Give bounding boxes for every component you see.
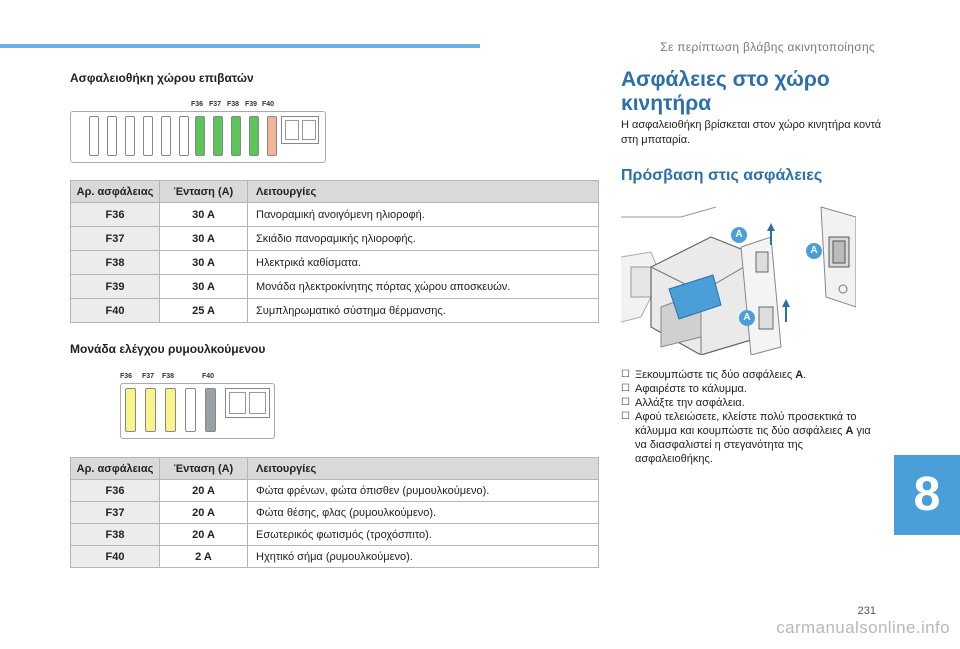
table-row <box>71 546 599 568</box>
column-header: Λειτουργίες <box>248 181 599 203</box>
table-row <box>71 480 599 502</box>
step-tail: . <box>803 369 807 381</box>
table-row <box>71 203 599 227</box>
table-row <box>71 251 599 275</box>
fuse-function: Πανοραμική ανοιγόμενη ηλιοροφή. <box>248 203 599 227</box>
fuse-amp: 20 A <box>160 480 248 502</box>
instruction-step <box>621 410 881 466</box>
fuse-slot <box>179 116 189 156</box>
passenger-fuse-table <box>70 180 599 323</box>
instruction-step <box>621 382 881 396</box>
table-header-row <box>71 458 599 480</box>
fuse-slot <box>161 116 171 156</box>
fuse-f36 <box>195 116 205 156</box>
relay-cell <box>285 120 299 140</box>
relay-cell <box>229 392 246 414</box>
fuse-id: F39 <box>71 275 160 299</box>
access-subtitle: Πρόσβαση στις ασφάλειες <box>621 167 823 184</box>
fuse-slot-empty <box>185 388 196 432</box>
fuse-f36 <box>125 388 136 432</box>
fuse-label: F37 <box>209 101 222 108</box>
fuse-function: Φώτα θέσης, φλας (ρυμουλκούμενο). <box>248 502 599 524</box>
fuse-label: F38 <box>162 373 175 380</box>
page-number: 231 <box>857 605 876 617</box>
fuse-label: F40 <box>202 373 215 380</box>
engine-section-intro: Η ασφαλειοθήκη βρίσκεται στον χώρο κινητήρα κοντά στη μπαταρία. <box>621 119 882 146</box>
fuse-function: Εσωτερικός φωτισμός (τροχόσπιτο). <box>248 524 599 546</box>
fuse-slot <box>89 116 99 156</box>
latch-a-badge: A <box>739 310 755 326</box>
relay-block <box>225 388 270 418</box>
fuse-function: Ηχητικό σήμα (ρυμουλκούμενο). <box>248 546 599 568</box>
latch-a-badge: A <box>731 227 747 243</box>
fuse-amp: 25 A <box>160 299 248 323</box>
step-bold: A <box>845 425 854 437</box>
fuse-id: F37 <box>71 227 160 251</box>
fuse-amp: 2 A <box>160 546 248 568</box>
trailer-fuse-table <box>70 457 599 568</box>
fuse-label: F36 <box>120 373 133 380</box>
passenger-fuse-body <box>70 111 326 163</box>
fuse-id: F36 <box>71 480 160 502</box>
relay-cell <box>302 120 316 140</box>
fuse-function: Φώτα φρένων, φώτα όπισθεν (ρυμουλκούμενο). <box>248 480 599 502</box>
fuse-amp: 30 A <box>160 251 248 275</box>
fuse-box-drawing <box>621 197 856 355</box>
relay-cell <box>249 392 266 414</box>
table-row <box>71 299 599 323</box>
fuse-function: Συμπληρωματικό σύστημα θέρμανσης. <box>248 299 599 323</box>
checkbox-bullet-icon: ☐ <box>621 369 630 380</box>
fuse-id: F38 <box>71 251 160 275</box>
step-text: Ξεκουμπώστε τις δύο ασφάλειες <box>635 369 796 381</box>
fuse-id: F38 <box>71 524 160 546</box>
instruction-steps <box>621 368 881 466</box>
fuse-id: F36 <box>71 203 160 227</box>
fuse-slot <box>107 116 117 156</box>
column-header: Ένταση (A) <box>160 181 248 203</box>
fuse-label: F36 <box>191 101 204 108</box>
step-text: Αφαιρέστε το κάλυμμα. <box>635 383 747 395</box>
passenger-box-title: Ασφαλειοθήκη χώρου επιβατών <box>70 71 254 85</box>
fuse-label: F40 <box>262 101 275 108</box>
section-header: Σε περίπτωση βλάβης ακινητοποίησης <box>660 40 875 54</box>
header-accent-bar <box>0 44 480 48</box>
fuse-label: F37 <box>142 373 155 380</box>
column-header: Ένταση (A) <box>160 458 248 480</box>
fuse-id: F37 <box>71 502 160 524</box>
instruction-step <box>621 396 881 410</box>
trailer-fuse-body <box>120 383 275 439</box>
step-bold: A <box>795 369 804 381</box>
relay-block <box>281 116 319 144</box>
column-header: Αρ. ασφάλειας <box>71 458 160 480</box>
engine-fuse-box-illustration <box>621 197 856 355</box>
checkbox-bullet-icon: ☐ <box>621 383 630 394</box>
column-header: Λειτουργίες <box>248 458 599 480</box>
fuse-function: Σκιάδιο πανοραμικής ηλιοροφής. <box>248 227 599 251</box>
fuse-slot <box>143 116 153 156</box>
table-row <box>71 502 599 524</box>
checkbox-bullet-icon: ☐ <box>621 397 630 408</box>
fuse-label: F39 <box>245 101 258 108</box>
fuse-amp: 20 A <box>160 502 248 524</box>
fuse-f40 <box>205 388 216 432</box>
step-text: Αφού τελειώσετε, κλείστε πολύ προσεκτικά το κάλυμμα και κουμπώστε τις δύο ασφάλειες <box>635 411 857 437</box>
fuse-f38 <box>165 388 176 432</box>
fuse-amp: 30 A <box>160 203 248 227</box>
fuse-amp: 30 A <box>160 227 248 251</box>
column-header: Αρ. ασφάλειας <box>71 181 160 203</box>
watermark: carmanualsonline.info <box>776 618 950 637</box>
table-row <box>71 524 599 546</box>
fuse-f38 <box>231 116 241 156</box>
step-tail: για να διασφαλιστεί η στεγανότητα της ασφαλειοθήκης. <box>635 425 871 465</box>
instruction-step <box>621 368 881 382</box>
passenger-fuse-diagram <box>70 101 326 163</box>
fuse-f37 <box>213 116 223 156</box>
fuse-function: Μονάδα ηλεκτροκίνητης πόρτας χώρου αποσκευών. <box>248 275 599 299</box>
fuse-id: F40 <box>71 546 160 568</box>
fuse-id: F40 <box>71 299 160 323</box>
trailer-box-title: Μονάδα ελέγχου ρυμουλκούμενου <box>70 342 266 356</box>
fuse-slot <box>125 116 135 156</box>
checkbox-bullet-icon: ☐ <box>621 411 630 422</box>
fuse-function: Ηλεκτρικά καθίσματα. <box>248 251 599 275</box>
table-header-row <box>71 181 599 203</box>
fuse-amp: 20 A <box>160 524 248 546</box>
fuse-f39 <box>249 116 259 156</box>
engine-section-title: Ασφάλειες στο χώρο κινητήρα <box>621 68 830 115</box>
step-text: Αλλάξτε την ασφάλεια. <box>635 397 745 409</box>
chapter-tab: 8 <box>894 455 960 535</box>
fuse-f37 <box>145 388 156 432</box>
trailer-fuse-diagram <box>120 373 275 439</box>
fuse-label: F38 <box>227 101 240 108</box>
latch-a-badge: A <box>806 243 822 259</box>
fuse-amp: 30 A <box>160 275 248 299</box>
table-row <box>71 275 599 299</box>
table-row <box>71 227 599 251</box>
fuse-f40 <box>267 116 277 156</box>
